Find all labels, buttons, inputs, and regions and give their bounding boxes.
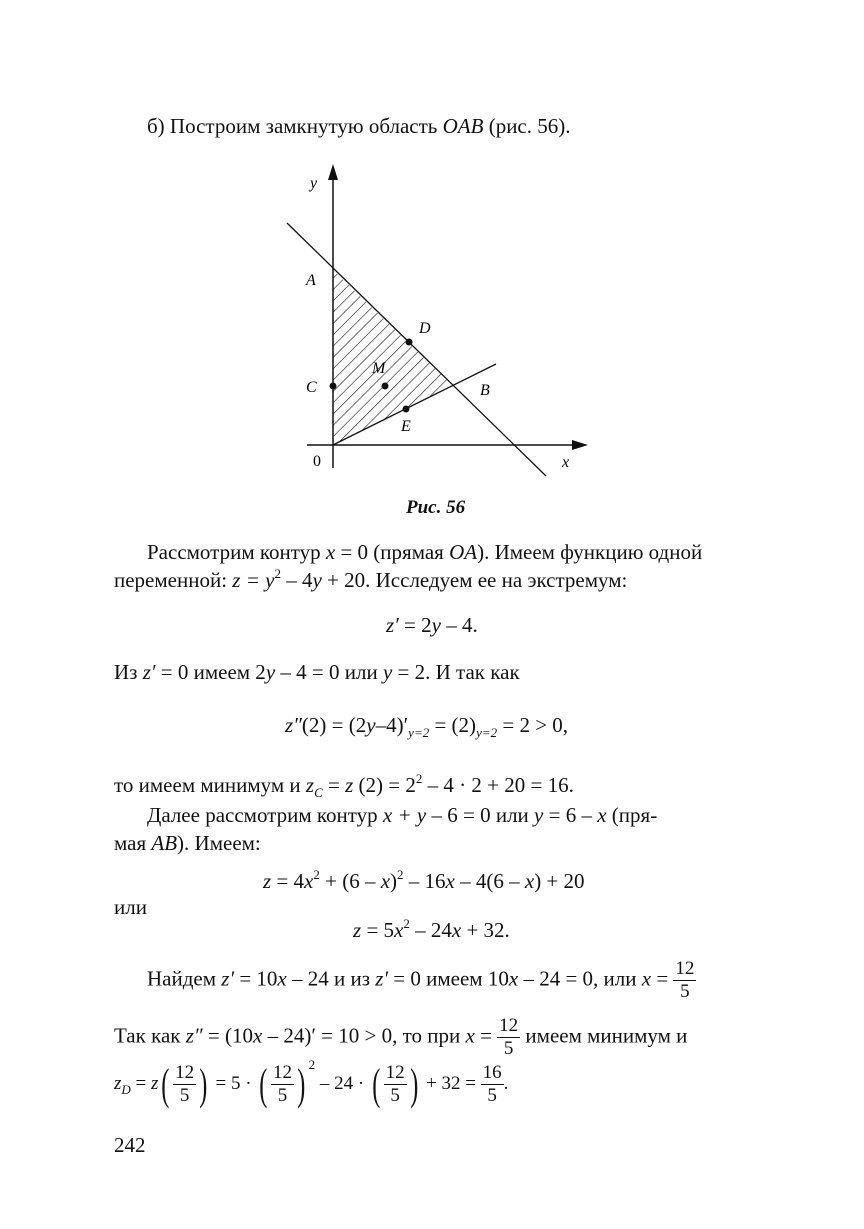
region-oab [333, 270, 452, 445]
point-d [406, 339, 413, 346]
region-name: OAB [442, 114, 484, 138]
label-x: x [562, 454, 570, 471]
equation-1: z′ = 2y – 4. [386, 613, 478, 637]
point-c [330, 383, 337, 390]
p1-line2: переменной: $z = y^2 - 4y + 20$. Исследуем ее на экстремум: [114, 566, 628, 592]
label-m: M [372, 360, 386, 377]
point-e [403, 406, 410, 413]
p6-line: Так как z″ = (10x – 24)′ = 10 > 0, то при x = $\frac{12}{5}$ имеем минимум и [114, 1015, 688, 1059]
equation-4: $z = 5x^2 - 24x + 32$. [353, 916, 510, 942]
equation-5: $z_D = z$( $\frac{12}{5}$ ) = 5 · ( $\frac{12}{5}$ ) $^2$ – 24 · ( $\frac{12}{5}$ ) + 32 = $\frac{16}{5}$ . [114, 1056, 509, 1109]
equation-3: $z = 4x^2 + (6 - x)^2 - 16x - 4(6 - x) + 20$ [263, 867, 585, 893]
label-b: B [480, 382, 490, 399]
p5-line: Найдем z′ = 10x – 24 и из z′ = 0 имеем 10x – 24 = 0, или x = $\frac{12}{5}$ [147, 958, 695, 1002]
label-a: A [306, 272, 316, 289]
intro-line: б) Построим замкнутую область OAB (рис. 56). [147, 114, 571, 138]
label-c: C [306, 379, 317, 396]
equation-2: $z''(2) = (2y-4)'_{y=2} = (2)_{y=2} = 2 > 0$, [285, 713, 569, 740]
line-ab [287, 223, 546, 476]
p2-line: Из z′ = 0 имеем 2y – 4 = 0 или y = 2. И так как [114, 660, 520, 684]
y-axis-arrow [328, 164, 338, 180]
p4-line1: Далее рассмотрим контур x + y – 6 = 0 или y = 6 – x (пря- [147, 803, 658, 827]
fraction-12-5: $\frac{12}{5}$ [675, 958, 695, 1002]
figure-caption: Рис. 56 [406, 497, 466, 518]
label-origin: 0 [313, 453, 321, 470]
label-d: D [419, 320, 431, 337]
or-word: или [114, 895, 147, 919]
x-axis-arrow [572, 440, 588, 450]
p1-line1: Рассмотрим контур x = 0 (прямая OA). Имеем функцию одной [147, 540, 703, 564]
p3-line: то имеем минимум и $z_C = z$ $(2) = 2^2 - 4 \cdot 2 + 20 = 16$. [114, 771, 574, 800]
label-y: y [310, 175, 318, 192]
page-number: 242 [114, 1133, 146, 1157]
point-m [382, 383, 389, 390]
fraction-12-5: $\frac{12}{5}$ [499, 1015, 519, 1059]
p4-line2: мая AB). Имеем: [114, 831, 261, 855]
label-e: E [401, 418, 411, 435]
